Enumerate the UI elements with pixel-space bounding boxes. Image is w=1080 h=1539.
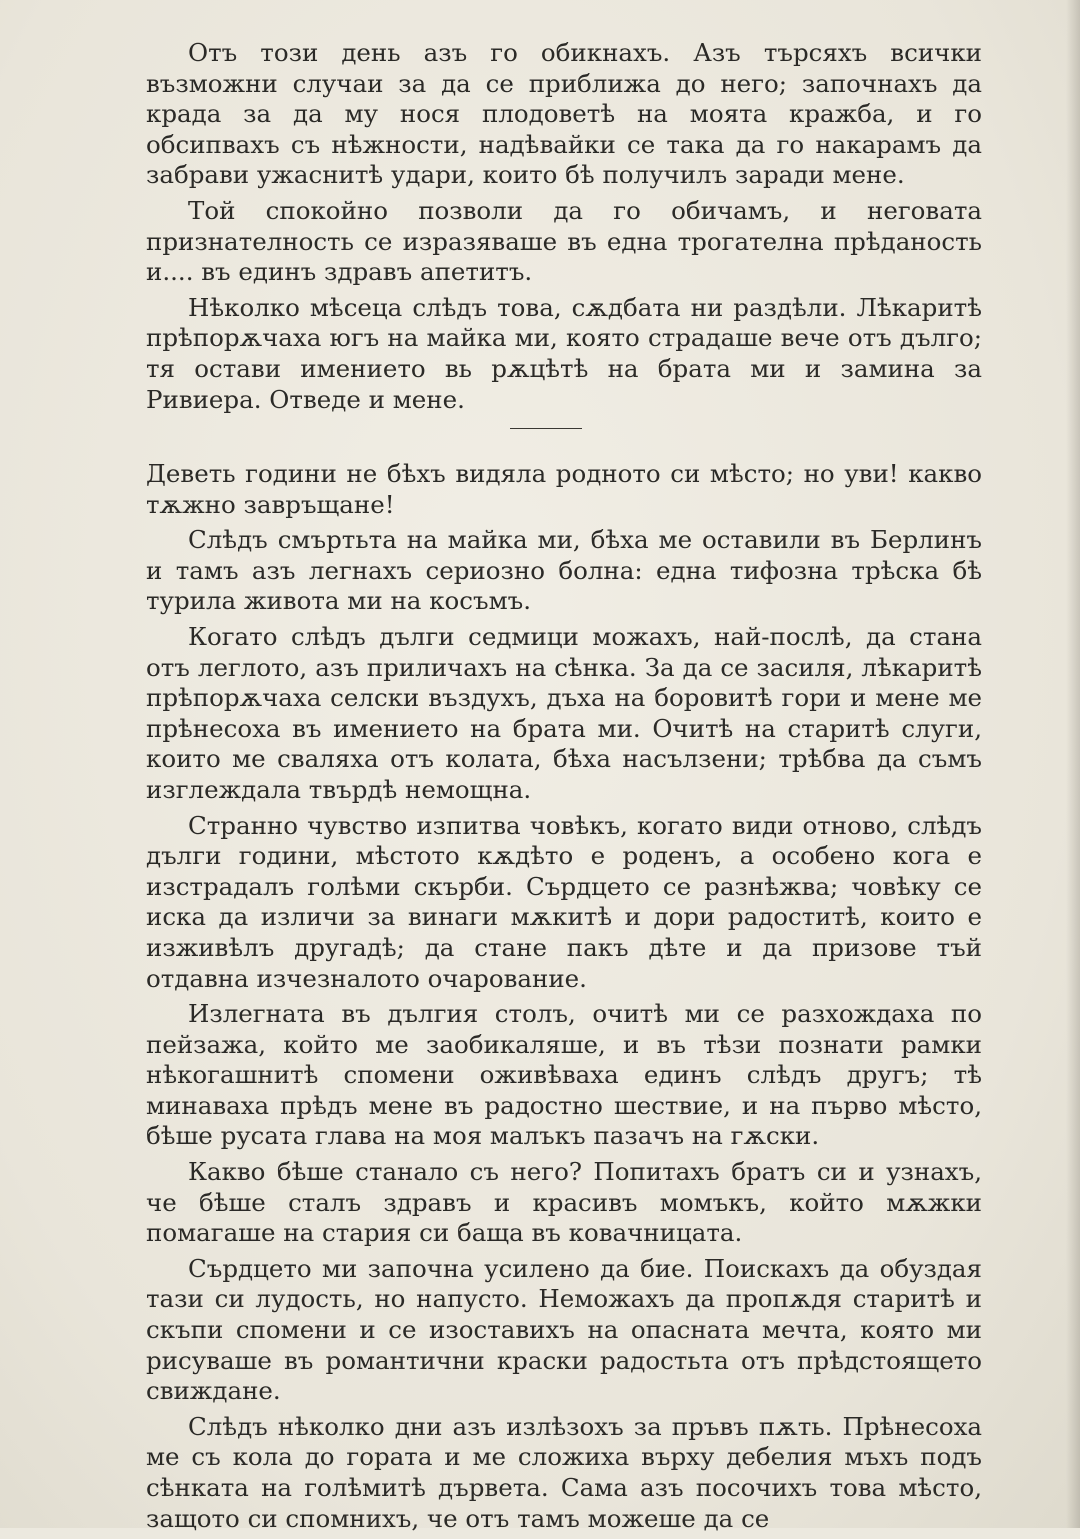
section-divider [510,428,582,429]
paragraph: Какво бѣше станало съ него? Попитахъ братъ си и узнахъ, че бѣше сталъ здравъ и красивъ момъкъ, който мѫжки помагаше на стария си баща въ ковачницата. [146,1157,982,1248]
paragraph: Излегната въ дългия столъ, очитѣ ми се разхождаха по пейзажа, който ме заобикаляше, и въ тѣзи познати рамки нѣкогашнитѣ спомени оживѣваха единъ слѣдъ другъ; тѣ минаваха прѣдъ мене въ радостно шествие, и на първо мѣсто, бѣше русата глава на моя малъкъ пазачъ на гѫски. [146,999,982,1151]
text-section-1 [146,38,982,420]
paragraph: Слѣдъ нѣколко дни азъ излѣзохъ за пръвъ пѫть. Прѣнесоха ме съ кола до гората и ме сложиха върху дебелия мъхъ подъ сѣнката на голѣмитѣ дървета. Сама азъ посочихъ това мѣсто, защото си спомнихъ, че отъ тамъ можеше да се [146,1411,982,1533]
text-section-2 [146,459,982,1539]
paragraph: Деветь години не бѣхъ видяла родното си мѣсто; но уви! какво тѫжно завръщане! [146,459,982,519]
paragraph: Когато слѣдъ дълги седмици можахъ, най-послѣ, да стана отъ леглото, азъ приличахъ на сѣнка. За да се засиля, лѣкаритѣ прѣпорѫчаха селски въздухъ, дъха на боровитѣ гори и мене ме прѣнесоха въ имението на брата ми. Очитѣ на старитѣ слуги, които ме сваляха отъ колата, бѣха насълзени; трѣбва да съмъ изглеждала твърдѣ немощна. [146,621,982,804]
paragraph: Нѣколко мѣсеца слѣдъ това, сѫдбата ни раздѣли. Лѣкаритѣ прѣпорѫчаха югъ на майка ми, която страдаше вече отъ дълго; тя остави имението вь рѫцѣтѣ на брата ми и замина за Ривиера. Отведе и мене. [146,292,982,414]
paragraph: Той спокойно позволи да го обичамъ, и неговата признателность се изразяваше въ една трогателна прѣданость и.... въ единъ здравъ апетитъ. [146,195,982,287]
paragraph: Слѣдъ смъртьта на майка ми, бѣха ме оставили въ Берлинъ и тамъ азъ легнахъ сериозно болна: една тифозна трѣска бѣ турила живота ми на косъмъ. [146,525,982,616]
page-edge-shadow [1066,0,1080,1528]
paragraph: Странно чувство изпитва човѣкъ, когато види отново, слѣдъ дълги години, мѣстото кѫдѣто е роденъ, а особено кога е изстрадалъ голѣми скърби. Сърдцето се разнѣжва; човѣку се иска да изличи за винаги мѫкитѣ и дори радоститѣ, които е изживѣлъ другадѣ; да стане пакъ дѣте и да призове тъй отдавна изчезналото очарование. [146,810,982,993]
paragraph: Сърдцето ми започна усилено да бие. Поискахъ да обуздая тази си лудость, но напусто. Неможахъ да пропѫдя старитѣ и скъпи спомени и се изоставихъ на опасната мечта, която ми рисуваше въ романтични краски радостьта отъ прѣдстоящето свиждане. [146,1253,982,1406]
paragraph: Отъ този день азъ го обикнахъ. Азъ търсяхъ всички възможни случаи за да се приближа до него; започнахъ да крада за да му нося плодоветѣ на моята кражба, и го обсипвахъ съ нѣжности, надѣвайки се така да го накарамъ да забрави ужаснитѣ удари, които бѣ получилъ заради мене. [146,38,982,190]
